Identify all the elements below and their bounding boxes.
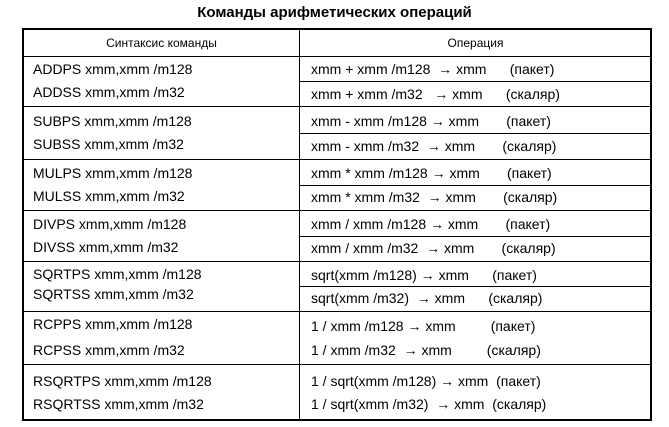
cell-syntax: ADDPS xmm,xmm /m128 — [33, 61, 193, 77]
cell-syntax: DIVPS xmm,xmm /m128 — [33, 216, 187, 232]
cell-operation: sqrt(xmm /m32) → xmm (скаляр) — [311, 290, 543, 306]
row-separator — [299, 133, 650, 134]
table-group-add — [24, 57, 650, 107]
row-separator — [299, 236, 650, 237]
cell-operation: xmm / xmm /m128 → xmm (пакет) — [311, 216, 551, 232]
cell-operation: xmm + xmm /m32 → xmm (скаляр) — [311, 86, 560, 102]
header-syntax: Синтаксис команды — [106, 36, 217, 50]
cell-operation: 1 / sqrt(xmm /m32) → xmm (скаляр) — [311, 396, 547, 412]
cell-operation: 1 / xmm /m32 → xmm (скаляр) — [311, 342, 541, 358]
cell-syntax: SUBSS xmm,xmm /m32 — [33, 136, 184, 152]
column-divider — [299, 30, 300, 419]
table-group-mul — [24, 161, 650, 211]
cell-operation: xmm + xmm /m128 → xmm (пакет) — [311, 61, 555, 77]
cell-syntax: SUBPS xmm,xmm /m128 — [33, 113, 192, 129]
table-group-sqrt — [24, 263, 650, 312]
cell-syntax: ADDSS xmm,xmm /m32 — [33, 84, 185, 100]
cell-operation: 1 / xmm /m128 → xmm (пакет) — [311, 318, 536, 334]
cell-syntax: SQRTPS xmm,xmm /m128 — [33, 266, 202, 282]
table-group-rcp — [24, 313, 650, 365]
cell-syntax: DIVSS xmm,xmm /m32 — [33, 239, 179, 255]
cell-syntax: MULPS xmm,xmm /m128 — [33, 165, 193, 181]
instructions-table — [22, 28, 652, 421]
cell-syntax: RSQRTPS xmm,xmm /m128 — [33, 373, 212, 389]
row-separator — [299, 81, 650, 82]
table-group-sub — [24, 108, 650, 160]
page-title: Команды арифметических операций — [197, 4, 472, 21]
cell-operation: sqrt(xmm /m128) → xmm (пакет) — [311, 267, 537, 283]
table-group-div — [24, 212, 650, 262]
cell-syntax: RCPSS xmm,xmm /m32 — [33, 342, 185, 358]
table-group-rsqrt — [24, 366, 650, 421]
cell-operation: 1 / sqrt(xmm /m128) → xmm (пакет) — [311, 373, 541, 389]
cell-syntax: RCPPS xmm,xmm /m128 — [33, 316, 193, 332]
cell-syntax: MULSS xmm,xmm /m32 — [33, 188, 185, 204]
row-separator — [299, 286, 650, 287]
cell-syntax: RSQRTSS xmm,xmm /m32 — [33, 396, 204, 412]
cell-operation: xmm - xmm /m128 → xmm (пакет) — [311, 113, 551, 129]
row-separator — [299, 185, 650, 186]
cell-operation: xmm * xmm /m128 → xmm (пакет) — [311, 165, 552, 181]
header-operation: Операция — [447, 36, 504, 50]
cell-operation: xmm * xmm /m32 → xmm (скаляр) — [311, 189, 558, 205]
cell-syntax: SQRTSS xmm,xmm /m32 — [33, 286, 194, 302]
table-header — [24, 30, 650, 57]
cell-operation: xmm - xmm /m32 → xmm (скаляр) — [311, 138, 557, 154]
cell-operation: xmm / xmm /m32 → xmm (скаляр) — [311, 240, 556, 256]
